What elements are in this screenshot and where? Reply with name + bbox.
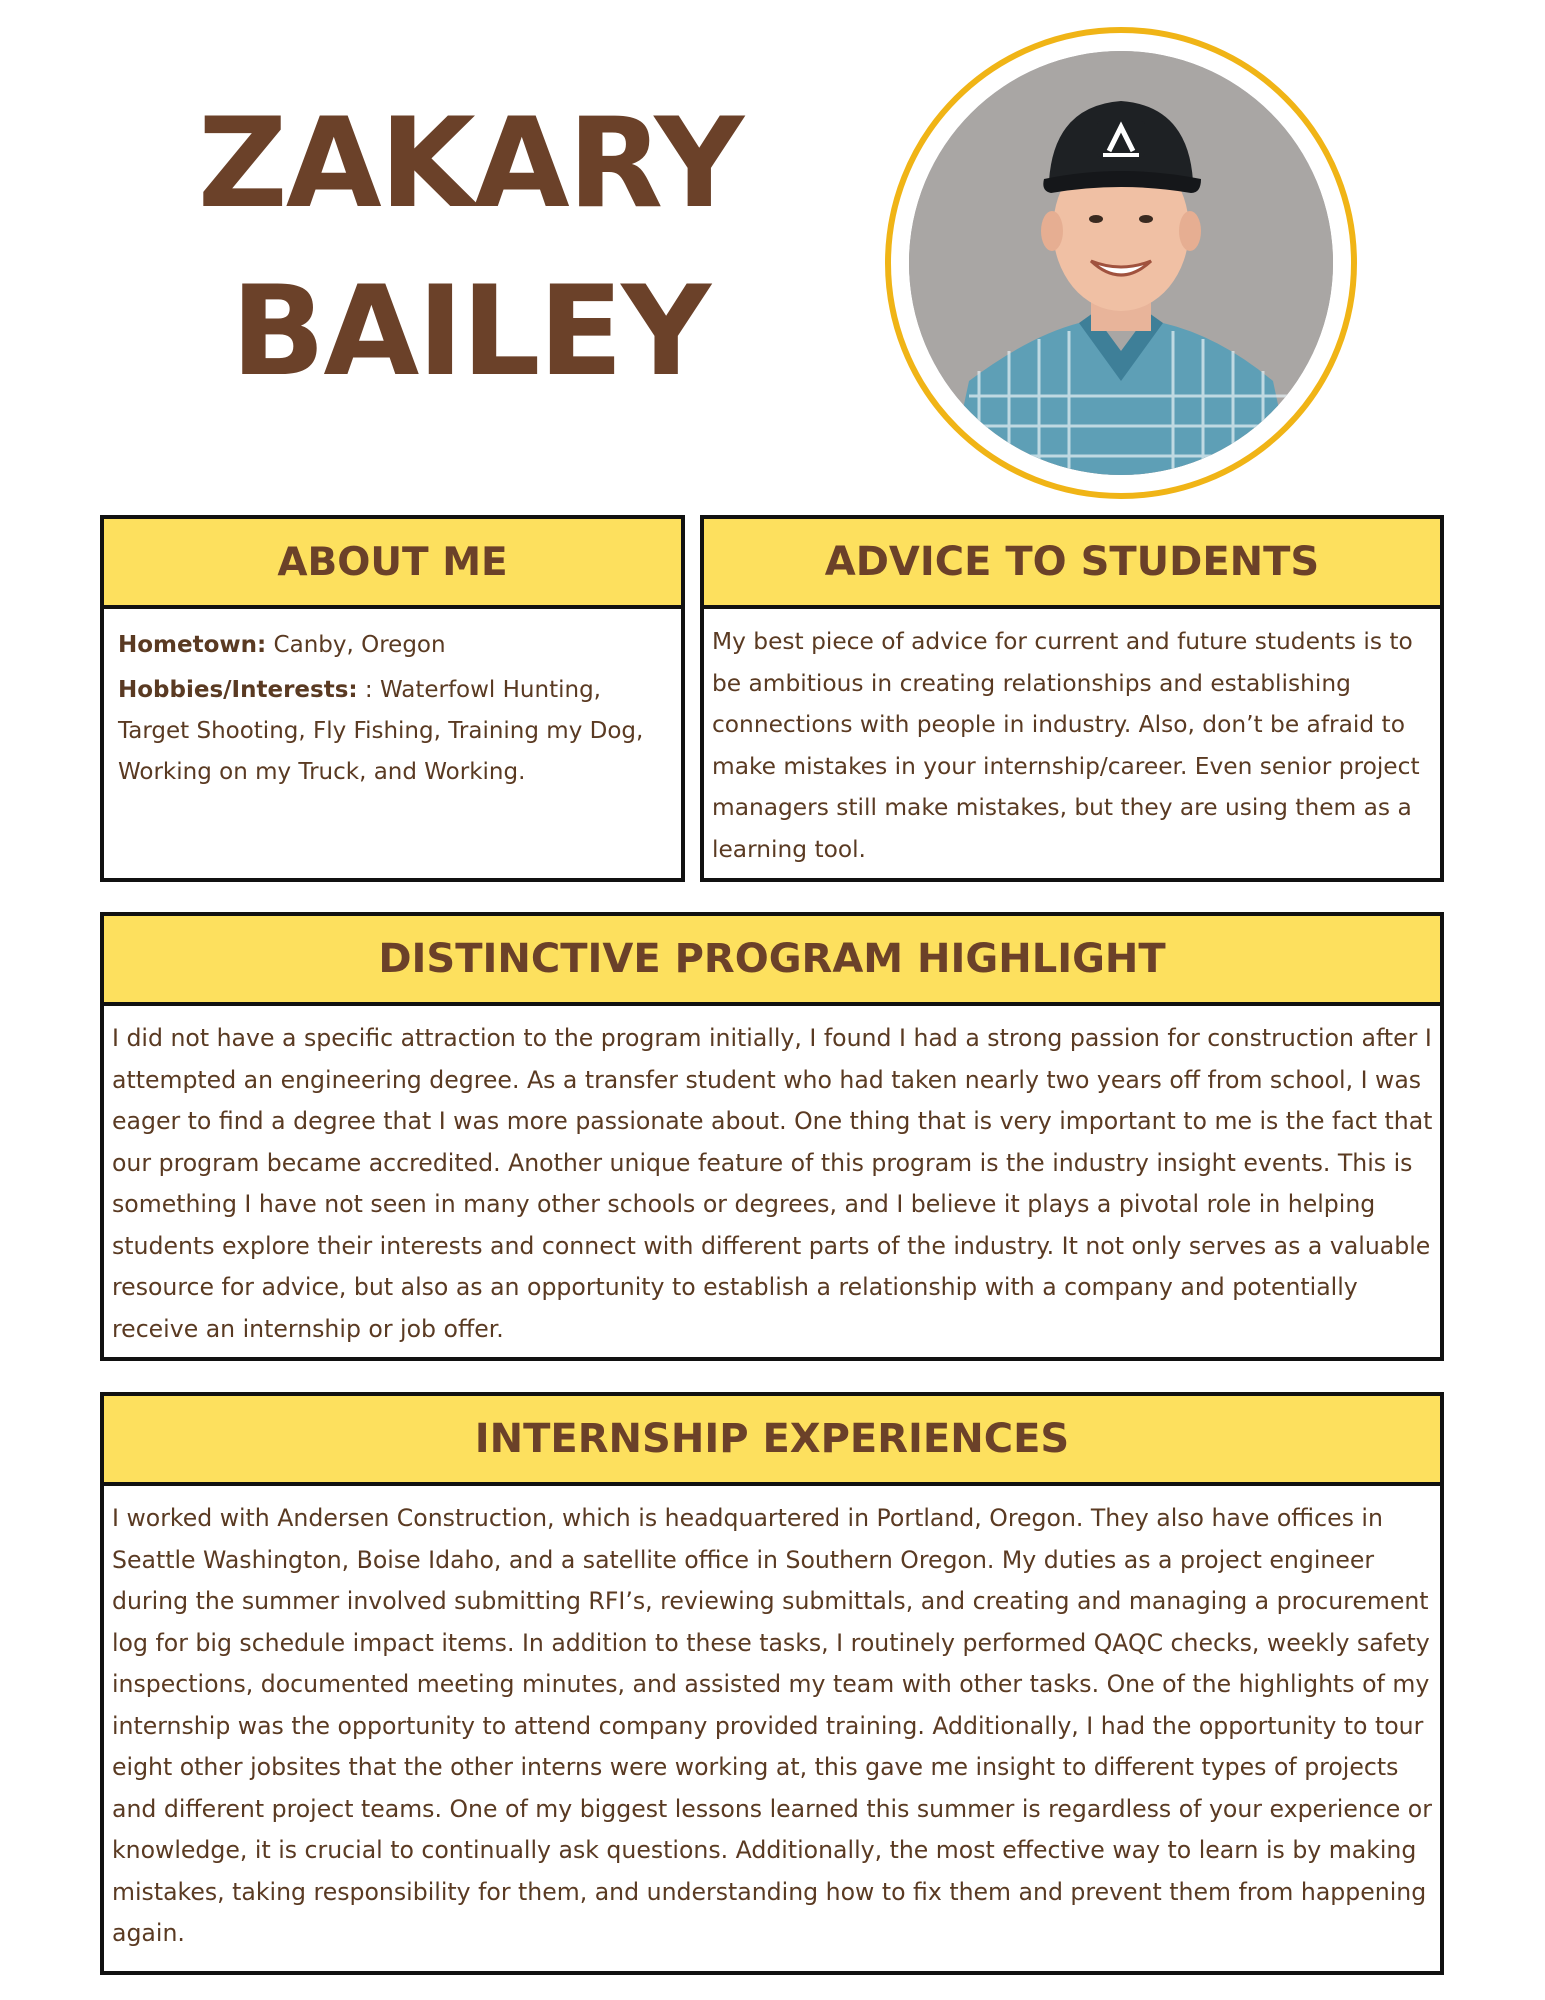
internship-body: I worked with Andersen Construction, which is headquartered in Portland, Oregon. They also have offices in Seattle Washington, Boise Idaho, and a satellite office in Southern Oregon. My duties as a project engineer during the summer involved submitting RFI’s, reviewing submittals, and creating and managing a procurement log for big schedule impact items. In addition to these tasks, I routinely performed QAQC checks, weekly safety inspections, documented meeting minutes, and assisted my team with other tasks. One of the highlights of my internship was the opportunity to attend company provided training. Additionally, I had the opportunity to tour eight other jobsites that the other interns were working at, this gave me insight to different types of projects and different project teams. One of my biggest lessons learned this summer is regardless of your experience or knowledge, it is crucial to continually ask questions. Additionally, the most effective way to learn is by making mistakes, taking responsibility for them, and understanding how to fix them and prevent them from happening again. — [112, 1504, 1432, 1947]
advice-card — [700, 515, 1444, 882]
about-me-card — [100, 515, 685, 882]
hometown-line — [118, 625, 667, 666]
hobbies-line — [118, 670, 667, 793]
program-highlight-heading: DISTINCTIVE PROGRAM HIGHLIGHT — [104, 916, 1440, 1006]
hometown-label: Hometown: — [118, 632, 267, 658]
hometown-value: Canby, Oregon — [266, 632, 446, 658]
last-name: BAILEY — [230, 260, 710, 404]
portrait-illustration — [909, 51, 1333, 475]
advice-heading: ADVICE TO STUDENTS — [704, 519, 1440, 609]
first-name: ZAKARY — [197, 92, 743, 236]
advice-body: My best piece of advice for current and future students is to be ambitious in creating relationships and establishing connections with people in industry. Also, don’t be afraid to make mistakes in your internship/career. Even senior project managers still make mistakes, but they are using them as a learning tool. — [712, 628, 1420, 863]
internship-card — [100, 1392, 1444, 1975]
program-highlight-body: I did not have a specific attraction to the program initially, I found I had a strong passion for construction after I attempted an engineering degree. As a transfer student who had taken nearly two years off from school, I was eager to find a degree that I was more passionate about. One thing that is very important to me is the fact that our program became accredited. Another unique feature of this program is the industry insight events. This is something I have not seen in many other schools or degrees, and I believe it plays a pivotal role in helping students explore their interests and connect with different parts of the industry. It not only serves as a valuable resource for advice, but also as an opportunity to establish a relationship with a company and potentially receive an internship or job offer. — [112, 1024, 1433, 1343]
about-me-heading: ABOUT ME — [104, 519, 681, 609]
about-me-body — [104, 609, 681, 793]
hobbies-value: : Waterfowl Hunting, Target Shooting, Fly Fishing, Training my Dog, Working on my Truck, and Working. — [118, 677, 644, 785]
profile-name — [150, 80, 790, 416]
program-highlight-card — [100, 912, 1444, 1361]
hobbies-label: Hobbies/Interests: — [118, 677, 358, 703]
profile-photo-frame — [885, 27, 1357, 499]
internship-heading: INTERNSHIP EXPERIENCES — [104, 1396, 1440, 1486]
portrait-photo — [909, 51, 1333, 475]
